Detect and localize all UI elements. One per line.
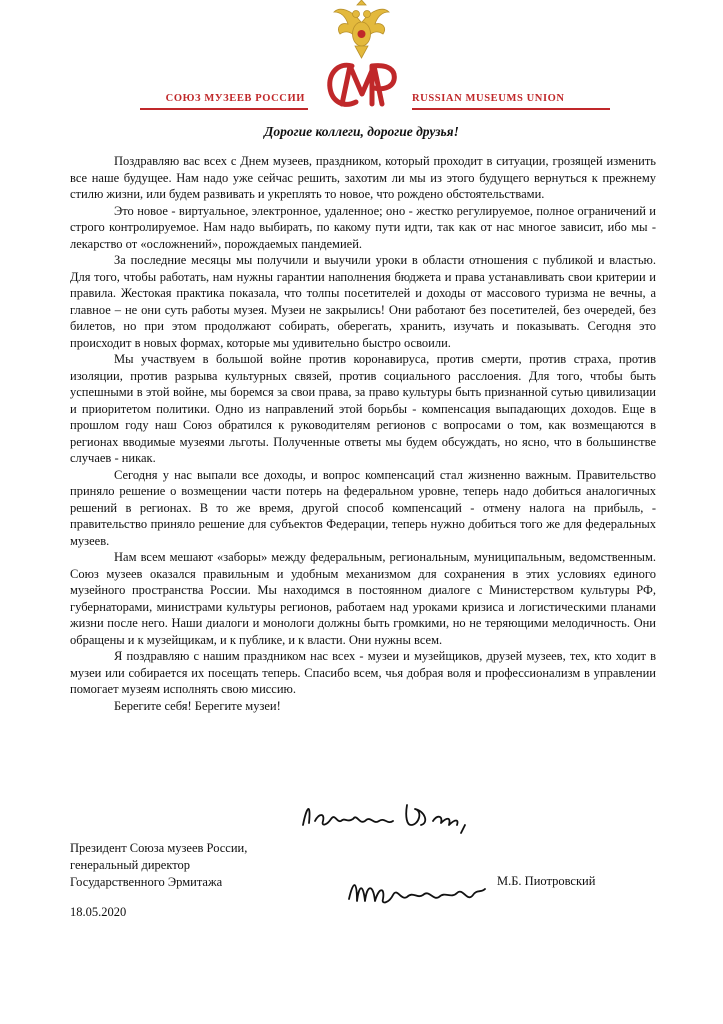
letter-body	[70, 153, 656, 714]
paragraph: Я поздравляю с нашим праздником нас всех - музеи и музейщиков, друзей музеев, тех, кто ходит в музеи или собирается их посещать теперь. Спасибо всем, чья добрая воля и профессионализм в управлении помогает музеям исполнять свою миссию.	[70, 649, 656, 696]
letterhead	[0, 0, 723, 115]
header-rule-left	[140, 108, 308, 110]
org-name-ru: СОЮЗ МУЗЕЕВ РОССИИ	[165, 93, 305, 104]
signer-title-line: Президент Союза музеев России,	[70, 841, 248, 855]
signature	[345, 873, 490, 909]
letterhead-graphics	[0, 0, 723, 115]
paragraph: Нам всем мешают «заборы» между федеральным, региональным, муниципальным, ведомственным. Союз музеев оказался правильным и удобным механизмом для сохранения в этих условиях единого музейного пространства России. Мы находимся в постоянном диалоге с Министерством культуры РФ, губернаторами, министрами культуры регионов, работаем над уроками кризиса и логистическими планами жизни после него. Наши диалоги и монологи должны быть громкими, но не теряющими мелодичность. Они обращены и к музейщикам, и к публике, и к власти. Они нужны всем.	[70, 550, 656, 647]
paragraph: Поздравляю вас всех с Днем музеев, праздником, который проходит в ситуации, грозящей изменить все наше будущее. Нам надо уже сейчас решить, захотим ли мы из этого будущего вернуться к прежнему стилю жизни, или будем развивать и укреплять то новое, что рождено обстоятельствами.	[70, 154, 656, 201]
letter-date: 18.05.2020	[70, 905, 127, 919]
monogram-logo	[330, 65, 395, 104]
letter-greeting: Дорогие коллеги, дорогие друзья!	[264, 124, 459, 139]
signer-title-line: Государственного Эрмитажа	[70, 875, 223, 889]
double-headed-eagle-icon	[334, 0, 389, 58]
signer-title	[70, 840, 247, 891]
paragraph: За последние месяцы мы получили и выучили уроки в области отношения с публикой и властью. Для того, чтобы работать, нам нужны гарантии наполнения бюджета и права устанавливать свои критерии и правила. Жестокая практика показала, что толпы посетителей и доходы от массового туризма не вечны, а главное – не они суть работы музея. Музеи не закрылись! Они работают без посетителей, без очередей, без билетов, но при этом продолжают собирать, оберегать, хранить, изучать и показывать. Сегодня это происходит в новых формах, которые мы удивительно быстро освоили.	[70, 253, 656, 350]
paragraph: Это новое - виртуальное, электронное, удаленное; оно - жестко регулируемое, полное ограничений и строго контролируемое. Нам надо выбирать, по какому пути идти, так как от нас многое зависит, ибо мы - лекарство от «осложнений», порождаемых пандемией.	[70, 203, 656, 251]
paragraph: Мы участвуем в большой войне против коронавируса, против смерти, против страха, против изоляции, против разрыва культурных связей, против социального расслоения. Для того, чтобы быть успешными в этой войне, мы боремся за свои права, за право культуры быть признанной сутью цивилизации и приоритетом политики. Одно из направлений этой борьбы - компенсация выпадающих доходов. Еще в прошлом году наш Союз обратился к руководителям регионов с вопросами о том, как возмещаются в регионах вводимые музеями льготы. Полученные ответы мы будем обсуждать, но ясно, что в большинстве случаев - никак.	[70, 352, 656, 465]
org-name-en: RUSSIAN MUSEUMS UNION	[412, 93, 565, 104]
signer-name: М.Б. Пиотровский	[497, 874, 596, 888]
signer-title-line: генеральный директор	[70, 858, 191, 872]
header-rule-right	[412, 108, 610, 110]
emblem-shield	[358, 30, 366, 38]
paragraph: Сегодня у нас выпали все доходы, и вопрос компенсаций стал жизненно важным. Правительство приняло решение о возмещении части потерь на федеральном уровне, теперь надо добиться аналогичных решений в регионах. В то же время, другой способ компенсаций - отмену налога на прибыль, - правительство приняло решение для субъектов Федерации, теперь нужно добиться того же для федеральных музеев.	[70, 467, 656, 548]
handwritten-closing-signature	[297, 795, 477, 835]
paragraph: Берегите себя! Берегите музеи!	[114, 698, 281, 713]
